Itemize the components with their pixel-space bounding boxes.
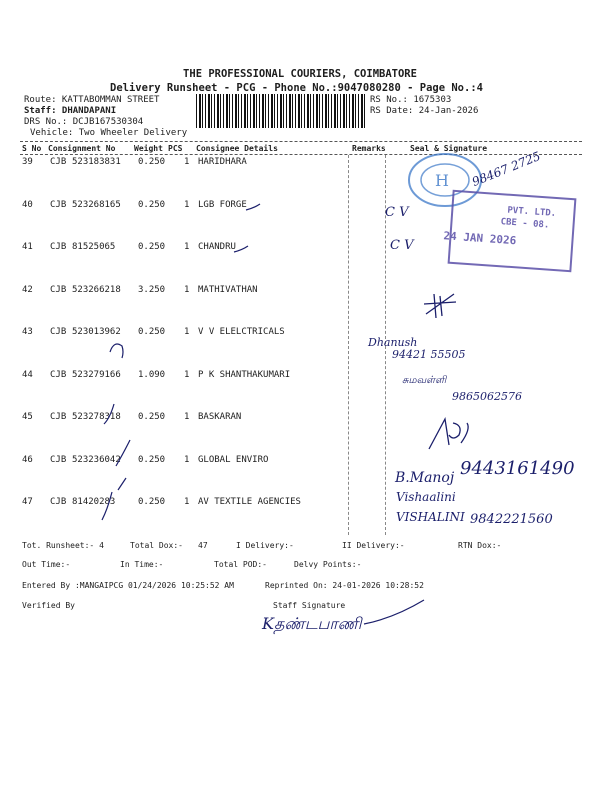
signature-stroke bbox=[360, 598, 430, 628]
verified-by: Verified By bbox=[22, 601, 75, 610]
row-consignment: 523013962 bbox=[72, 327, 121, 337]
delvy-points: Delvy Points:- bbox=[294, 560, 362, 569]
col-seal: Seal & Signature bbox=[410, 144, 488, 153]
stamp-city: CBE - 08. bbox=[500, 217, 550, 231]
tick-mark-43 bbox=[110, 344, 123, 358]
row-weight: 0.250 bbox=[138, 157, 166, 167]
rs-number: RS No.: 1675303 bbox=[370, 95, 452, 105]
row-consignee: HARIDHARA bbox=[198, 157, 247, 167]
row-sno: 42 bbox=[22, 285, 33, 295]
route-label: Route: KATTABOMMAN STREET bbox=[24, 95, 160, 105]
row-consignment: 81525065 bbox=[72, 242, 116, 252]
row-cjb: CJB bbox=[50, 497, 67, 507]
runsheet-title: Delivery Runsheet - PCG - Phone No.:9047080280 - Page No.:4 bbox=[110, 82, 483, 94]
row-weight: 0.250 bbox=[138, 242, 166, 252]
ii-delivery: II Delivery:- bbox=[342, 541, 405, 550]
row-pcs: 1 bbox=[184, 285, 190, 295]
stamp-date: 24 JAN 2026 bbox=[443, 229, 517, 248]
row-cjb: CJB bbox=[50, 242, 67, 252]
handwritten-phone-46: 9443161490 bbox=[460, 458, 575, 479]
row-consignment: 81420283 bbox=[72, 497, 116, 507]
col-weight: Weight bbox=[134, 144, 163, 153]
row-weight: 0.250 bbox=[138, 455, 166, 465]
row-consignee: CHANDRU bbox=[198, 242, 236, 252]
handwritten-name-43: Dhanush bbox=[368, 336, 418, 349]
staff-signature-label: Staff Signature bbox=[273, 601, 346, 610]
handwritten-phone-43: 94421 55505 bbox=[392, 348, 466, 361]
tick-mark-47b bbox=[118, 478, 126, 490]
drs-number: DRS No.: DCJB167530304 bbox=[24, 117, 144, 127]
total-runsheet: Tot. Runsheet:- 4 bbox=[22, 541, 104, 550]
total-dox-value: 47 bbox=[198, 541, 208, 550]
row-weight: 3.250 bbox=[138, 285, 166, 295]
row-weight: 1.090 bbox=[138, 370, 166, 380]
row-pcs: 1 bbox=[184, 200, 190, 210]
row-sno: 41 bbox=[22, 242, 33, 252]
col-consignment: Consignment No bbox=[48, 144, 116, 153]
row-sno: 46 bbox=[22, 455, 33, 465]
row-consignee: BASKARAN bbox=[198, 412, 242, 422]
tick-mark-46 bbox=[116, 440, 130, 466]
row-pcs: 1 bbox=[184, 370, 190, 380]
total-pod: Total POD:- bbox=[214, 560, 267, 569]
row-consignee: V V ELELCTRICALS bbox=[198, 327, 285, 337]
signature-45 bbox=[425, 415, 475, 455]
row-cjb: CJB bbox=[50, 327, 67, 337]
row-pcs: 1 bbox=[184, 412, 190, 422]
row-pcs: 1 bbox=[184, 327, 190, 337]
row-pcs: 1 bbox=[184, 157, 190, 167]
company-title: THE PROFESSIONAL COURIERS, COIMBATORE bbox=[183, 68, 417, 80]
handwritten-mark-41: C V bbox=[390, 238, 414, 253]
handwritten-phone-44: 9865062576 bbox=[452, 390, 522, 403]
row-sno: 43 bbox=[22, 327, 33, 337]
row-weight: 0.250 bbox=[138, 412, 166, 422]
row-consignment: 523279166 bbox=[72, 370, 121, 380]
handwritten-name-47a: B.Manoj bbox=[395, 470, 455, 486]
row-weight: 0.250 bbox=[138, 497, 166, 507]
col-details: Consignee Details bbox=[196, 144, 278, 153]
tick-mark-47 bbox=[102, 492, 112, 520]
svg-text:H: H bbox=[435, 171, 449, 190]
staff-label: Staff: DHANDAPANI bbox=[24, 106, 117, 116]
row-weight: 0.250 bbox=[138, 200, 166, 210]
row-pcs: 1 bbox=[184, 497, 190, 507]
row-pcs: 1 bbox=[184, 455, 190, 465]
row-sno: 39 bbox=[22, 157, 33, 167]
row-consignment: 523268165 bbox=[72, 200, 121, 210]
row-consignment: 523278318 bbox=[72, 412, 121, 422]
out-time: Out Time:- bbox=[22, 560, 71, 569]
row-cjb: CJB bbox=[50, 157, 67, 167]
row-sno: 40 bbox=[22, 200, 33, 210]
handwritten-phone-39: 98467 2725 bbox=[470, 148, 543, 190]
row-cjb: CJB bbox=[50, 455, 67, 465]
row-consignment: 523236042 bbox=[72, 455, 121, 465]
rs-date: RS Date: 24-Jan-2026 bbox=[370, 106, 479, 116]
stamp-company: PVT. LTD. bbox=[507, 205, 557, 220]
row-sno: 45 bbox=[22, 412, 33, 422]
row-consignee: AV TEXTILE AGENCIES bbox=[198, 497, 301, 507]
rtn-dox: RTN Dox:- bbox=[458, 541, 502, 550]
in-time: In Time:- bbox=[120, 560, 164, 569]
row-consignee: MATHIVATHAN bbox=[198, 285, 258, 295]
tick-mark-40 bbox=[246, 204, 260, 210]
row-consignee: P K SHANTHAKUMARI bbox=[198, 370, 291, 380]
handwritten-name-47b: Vishaalini bbox=[396, 490, 456, 504]
total-dox-label: Total Dox:- bbox=[130, 541, 183, 550]
row-cjb: CJB bbox=[50, 285, 67, 295]
row-cjb: CJB bbox=[50, 370, 67, 380]
row-sno: 44 bbox=[22, 370, 33, 380]
row-consignment: 523183831 bbox=[72, 157, 121, 167]
col-pcs: PCS bbox=[168, 144, 183, 153]
entered-by: Entered By :MANGAIPCG 01/24/2026 10:25:52 AM bbox=[22, 581, 234, 590]
tick-mark-41 bbox=[234, 246, 248, 252]
row-consignee: LGB FORGE bbox=[198, 200, 247, 210]
vehicle-label: Vehicle: Two Wheeler Delivery bbox=[30, 128, 188, 138]
row-consignment: 523266218 bbox=[72, 285, 121, 295]
row-weight: 0.250 bbox=[138, 327, 166, 337]
handwritten-mark-40: C V bbox=[385, 205, 409, 220]
i-delivery: I Delivery:- bbox=[236, 541, 294, 550]
col-sno: S No bbox=[22, 144, 42, 153]
handwritten-phone-47: 9842221560 bbox=[470, 512, 553, 527]
rect-stamp bbox=[443, 190, 577, 272]
reprinted-on: Reprinted On: 24-01-2026 10:28:52 bbox=[265, 581, 424, 590]
row-cjb: CJB bbox=[50, 200, 67, 210]
tick-mark-45 bbox=[104, 404, 114, 424]
row-consignee: GLOBAL ENVIRO bbox=[198, 455, 269, 465]
row-pcs: 1 bbox=[184, 242, 190, 252]
staff-signature: Kதண்டபாணி bbox=[262, 614, 362, 633]
row-cjb: CJB bbox=[50, 412, 67, 422]
row-sno: 47 bbox=[22, 497, 33, 507]
signature-42 bbox=[420, 290, 460, 320]
col-remarks: Remarks bbox=[352, 144, 386, 153]
handwritten-tamil-44: சுமவள்ளி bbox=[402, 375, 447, 386]
handwritten-name-47c: VISHALINI bbox=[396, 510, 465, 524]
